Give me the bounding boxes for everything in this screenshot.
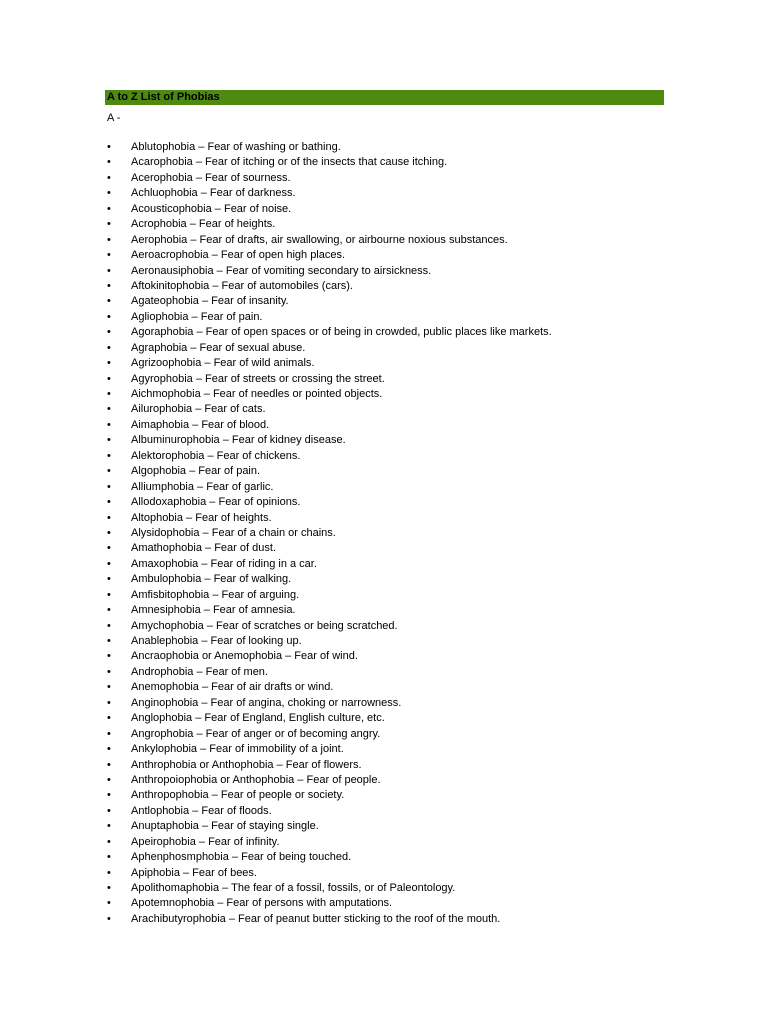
- phobia-entry: [131, 804, 272, 819]
- page-title: A to Z List of Phobias: [105, 90, 664, 105]
- phobia-meaning: Fear of drafts, air swallowing, or airbourne noxious substances.: [199, 233, 508, 246]
- phobia-meaning: Fear of streets or crossing the street.: [205, 372, 385, 385]
- phobia-name: Alliumphobia: [131, 480, 194, 493]
- phobia-meaning: Fear of flowers.: [285, 758, 362, 771]
- phobia-entry: [131, 372, 385, 387]
- phobia-meaning: Fear of garlic.: [206, 480, 274, 493]
- phobia-separator: –: [203, 619, 217, 632]
- phobia-separator: –: [189, 418, 202, 431]
- phobia-meaning: Fear of infinity.: [208, 835, 280, 848]
- phobia-entry: [131, 356, 314, 371]
- phobia-name: Ankylophobia: [131, 743, 198, 756]
- phobia-separator: –: [192, 156, 206, 169]
- phobia-meaning: The fear of a fossil, fossils, or of Paleontology.: [231, 882, 456, 894]
- phobia-meaning: Fear of people.: [306, 773, 381, 786]
- phobia-entry: [131, 680, 333, 695]
- phobia-entry: [131, 418, 269, 433]
- phobia-meaning: Fear of persons with amputations.: [226, 897, 393, 910]
- phobia-name: Altophobia: [131, 511, 183, 524]
- phobia-separator: –: [206, 496, 219, 509]
- phobia-entry: [131, 248, 345, 263]
- bullet-icon: •: [107, 619, 111, 632]
- phobia-separator: –: [192, 712, 205, 725]
- phobia-separator: –: [189, 804, 202, 817]
- bullet-icon: •: [107, 635, 111, 647]
- bullet-icon: •: [107, 341, 111, 354]
- phobia-meaning: Fear of looking up.: [210, 635, 302, 647]
- bullet-icon: •: [107, 310, 111, 323]
- phobia-separator: –: [193, 665, 206, 678]
- phobia-meaning: Fear of scratches or being scratched.: [216, 619, 398, 632]
- bullet-icon: •: [107, 604, 111, 617]
- phobia-name: Anthropoiophobia or Anthophobia: [131, 773, 295, 786]
- bullet-icon: •: [107, 542, 111, 555]
- phobia-separator: –: [198, 295, 212, 308]
- phobia-meaning: Fear of pain.: [200, 310, 263, 323]
- phobia-entry: [131, 264, 431, 279]
- phobia-separator: –: [188, 310, 201, 323]
- phobia-entry: [131, 526, 336, 541]
- phobia-entry: [131, 866, 257, 881]
- phobia-entry: [131, 140, 341, 155]
- phobia-name: Acerophobia: [131, 171, 193, 184]
- phobia-name: Acousticophobia: [131, 202, 212, 215]
- bullet-icon: •: [107, 434, 111, 447]
- phobia-entry: [131, 495, 300, 510]
- phobia-meaning: Fear of amnesia.: [212, 604, 296, 617]
- phobia-meaning: Fear of pain.: [198, 465, 261, 478]
- phobia-separator: –: [197, 743, 210, 756]
- phobia-meaning: Fear of darkness.: [209, 187, 296, 200]
- phobia-meaning: Fear of staying single.: [211, 820, 319, 833]
- phobia-separator: –: [192, 403, 205, 416]
- phobia-name: Amaxophobia: [131, 557, 199, 570]
- phobia-meaning: Fear of open high places.: [220, 249, 346, 262]
- phobia-separator: –: [273, 758, 286, 771]
- phobia-name: Apotemnophobia: [131, 897, 215, 910]
- phobia-separator: –: [219, 882, 232, 894]
- phobia-name: Ambulophobia: [131, 573, 202, 586]
- phobia-name: Agyrophobia: [131, 372, 193, 385]
- phobia-name: Acrophobia: [131, 218, 187, 231]
- phobia-meaning: Fear of riding in a car.: [210, 557, 317, 570]
- phobia-meaning: Fear of angina, choking or narrowness.: [210, 696, 402, 709]
- bullet-icon: •: [107, 588, 111, 601]
- phobia-entry: [131, 155, 447, 170]
- phobia-entry: [131, 433, 346, 448]
- phobia-separator: –: [198, 635, 211, 647]
- phobia-name: Agateophobia: [131, 295, 199, 308]
- phobia-entry: [131, 541, 276, 556]
- phobia-meaning: Fear of insanity.: [211, 295, 289, 308]
- phobia-meaning: Fear of being touched.: [241, 851, 352, 864]
- phobia-name: Aeroacrophobia: [131, 249, 209, 262]
- bullet-icon: •: [107, 156, 111, 169]
- phobia-name: Anthrophobia or Anthophobia: [131, 758, 274, 771]
- phobia-meaning: Fear of peanut butter sticking to the roof of the mouth.: [238, 912, 501, 925]
- phobia-entry: [131, 387, 382, 402]
- phobia-meaning: Fear of automobiles (cars).: [221, 279, 353, 292]
- phobia-entry: [131, 619, 398, 634]
- bullet-icon: •: [107, 526, 111, 539]
- phobia-meaning: Fear of noise.: [223, 202, 292, 215]
- phobia-entry: [131, 464, 260, 479]
- phobia-entry: [131, 896, 392, 911]
- phobia-entry: [131, 325, 552, 340]
- phobia-separator: –: [225, 912, 239, 925]
- phobia-entry: [131, 588, 299, 603]
- phobia-name: Anuptaphobia: [131, 820, 199, 833]
- bullet-icon: •: [107, 249, 111, 262]
- bullet-icon: •: [107, 187, 111, 200]
- phobia-name: Aichmophobia: [131, 388, 201, 400]
- phobia-name: Amathophobia: [131, 542, 202, 555]
- bullet-icon: •: [107, 279, 111, 292]
- phobia-entry: [131, 572, 291, 587]
- bullet-icon: •: [107, 851, 111, 864]
- phobia-separator: –: [213, 264, 226, 277]
- phobia-entry: [131, 773, 381, 788]
- phobia-meaning: Fear of anger or of becoming angry.: [205, 727, 381, 740]
- phobia-separator: –: [195, 141, 208, 153]
- phobia-separator: –: [198, 820, 212, 833]
- phobia-entry: [131, 649, 358, 664]
- phobia-separator: –: [204, 449, 217, 462]
- bullet-icon: •: [107, 511, 111, 524]
- bullet-icon: •: [107, 681, 111, 694]
- phobia-entry: [131, 665, 268, 680]
- bullet-icon: •: [107, 264, 111, 277]
- phobia-name: Anglophobia: [131, 712, 193, 725]
- phobia-meaning: Fear of sourness.: [205, 171, 291, 184]
- phobia-separator: –: [282, 650, 295, 663]
- bullet-icon: •: [107, 449, 111, 462]
- bullet-icon: •: [107, 789, 111, 802]
- bullet-icon: •: [107, 743, 111, 756]
- phobia-name: Anablephobia: [131, 635, 199, 647]
- phobia-separator: –: [193, 480, 207, 493]
- bullet-icon: •: [107, 372, 111, 385]
- phobia-entry: [131, 819, 319, 834]
- phobia-name: Antlophobia: [131, 804, 190, 817]
- bullet-icon: •: [107, 835, 111, 848]
- bullet-icon: •: [107, 573, 111, 586]
- phobia-name: Apiphobia: [131, 866, 180, 879]
- phobia-separator: –: [186, 218, 199, 231]
- phobia-meaning: Fear of men.: [205, 665, 268, 678]
- bullet-icon: •: [107, 897, 111, 910]
- phobia-meaning: Fear of opinions.: [218, 496, 301, 509]
- phobia-name: Apeirophobia: [131, 835, 196, 848]
- bullet-icon: •: [107, 465, 111, 478]
- phobia-name: Algophobia: [131, 465, 187, 478]
- phobia-name: Ablutophobia: [131, 141, 196, 153]
- phobia-separator: –: [219, 434, 232, 447]
- bullet-icon: •: [107, 233, 111, 246]
- phobia-meaning: Fear of washing or bathing.: [207, 141, 341, 153]
- section-letter-heading: A -: [107, 112, 121, 124]
- phobia-separator: –: [201, 573, 214, 586]
- phobia-name: Aerophobia: [131, 233, 188, 246]
- phobia-meaning: Fear of sexual abuse.: [199, 341, 306, 354]
- bullet-icon: •: [107, 295, 111, 308]
- phobia-separator: –: [187, 233, 200, 246]
- phobia-name: Angrophobia: [131, 727, 194, 740]
- bullet-icon: •: [107, 357, 111, 370]
- bullet-icon: •: [107, 758, 111, 771]
- phobia-meaning: Fear of itching or of the insects that cause itching.: [205, 156, 448, 169]
- bullet-icon: •: [107, 665, 111, 678]
- phobia-separator: –: [179, 866, 193, 879]
- bullet-icon: •: [107, 696, 111, 709]
- bullet-icon: •: [107, 912, 111, 925]
- phobia-name: Alysidophobia: [131, 526, 200, 539]
- phobia-entry: [131, 294, 289, 309]
- phobia-name: Arachibutyrophobia: [131, 912, 226, 925]
- phobia-name: Allodoxaphobia: [131, 496, 207, 509]
- phobia-name: Agrizoophobia: [131, 357, 202, 370]
- phobia-separator: –: [201, 357, 214, 370]
- phobia-entry: [131, 711, 385, 726]
- phobia-meaning: Fear of blood.: [201, 418, 270, 431]
- phobia-separator: –: [198, 681, 212, 694]
- phobia-separator: –: [187, 341, 200, 354]
- phobia-separator: –: [198, 557, 211, 570]
- phobia-name: Amfisbitophobia: [131, 588, 210, 601]
- phobia-meaning: Fear of heights.: [198, 218, 276, 231]
- phobia-name: Albuminurophobia: [131, 434, 220, 447]
- phobia-entry: [131, 480, 273, 495]
- phobia-meaning: Fear of people or society.: [220, 789, 345, 802]
- phobia-entry: [131, 186, 296, 201]
- bullet-icon: •: [107, 141, 111, 153]
- phobia-name: Apolithomaphobia: [131, 882, 220, 894]
- phobia-separator: –: [193, 326, 206, 339]
- phobia-meaning: Fear of dust.: [214, 542, 276, 555]
- phobia-entry: [131, 511, 272, 526]
- phobia-entry: [131, 727, 380, 742]
- phobia-name: Ailurophobia: [131, 403, 193, 416]
- phobia-entry: [131, 341, 305, 356]
- phobia-entry: [131, 634, 302, 649]
- phobia-name: Agliophobia: [131, 310, 189, 323]
- phobia-name: Acarophobia: [131, 156, 193, 169]
- phobia-entry: [131, 758, 362, 773]
- phobia-separator: –: [192, 171, 206, 184]
- phobia-name: Ancraophobia or Anemophobia: [131, 650, 283, 663]
- phobia-name: Anemophobia: [131, 681, 199, 694]
- phobia-name: Aftokinitophobia: [131, 279, 210, 292]
- phobia-separator: –: [192, 372, 206, 385]
- phobia-separator: –: [186, 465, 199, 478]
- bullet-icon: •: [107, 326, 111, 339]
- phobia-entry: [131, 881, 455, 896]
- phobia-separator: –: [197, 187, 210, 200]
- bullet-icon: •: [107, 218, 111, 231]
- phobia-meaning: Fear of needles or pointed objects.: [212, 388, 383, 400]
- phobia-separator: –: [195, 835, 209, 848]
- phobia-meaning: Fear of heights.: [195, 511, 272, 524]
- phobia-entry: [131, 217, 275, 232]
- bullet-icon: •: [107, 388, 111, 400]
- phobia-meaning: Fear of England, English culture, etc.: [204, 712, 385, 725]
- bullet-icon: •: [107, 650, 111, 663]
- phobia-separator: –: [228, 851, 242, 864]
- phobia-separator: –: [201, 542, 215, 555]
- phobia-entry: [131, 171, 291, 186]
- bullet-icon: •: [107, 480, 111, 493]
- phobia-separator: –: [200, 388, 213, 400]
- phobia-separator: –: [208, 249, 221, 262]
- bullet-icon: •: [107, 866, 111, 879]
- phobia-entry: [131, 557, 317, 572]
- phobia-meaning: Fear of vomiting secondary to airsickness.: [225, 264, 432, 277]
- bullet-icon: •: [107, 171, 111, 184]
- phobia-entry: [131, 279, 353, 294]
- bullet-icon: •: [107, 202, 111, 215]
- phobia-entry: [131, 835, 279, 850]
- phobia-entry: [131, 202, 291, 217]
- bullet-icon: •: [107, 403, 111, 416]
- phobia-separator: –: [209, 279, 222, 292]
- phobia-name: Alektorophobia: [131, 449, 205, 462]
- phobia-entry: [131, 912, 500, 927]
- phobia-meaning: Fear of arguing.: [221, 588, 300, 601]
- bullet-icon: •: [107, 496, 111, 509]
- bullet-icon: •: [107, 418, 111, 431]
- phobia-name: Aphenphosmphobia: [131, 851, 229, 864]
- phobia-meaning: Fear of kidney disease.: [231, 434, 346, 447]
- phobia-separator: –: [294, 773, 307, 786]
- bullet-icon: •: [107, 820, 111, 833]
- phobia-meaning: Fear of open spaces or of being in crowded, public places like markets.: [205, 326, 552, 339]
- phobia-meaning: Fear of floods.: [201, 804, 272, 817]
- phobia-name: Anthropophobia: [131, 789, 209, 802]
- bullet-icon: •: [107, 712, 111, 725]
- phobia-separator: –: [198, 696, 211, 709]
- phobia-meaning: Fear of bees.: [192, 866, 257, 879]
- bullet-icon: •: [107, 804, 111, 817]
- phobia-name: Achluophobia: [131, 187, 198, 200]
- phobia-entry: [131, 696, 401, 711]
- phobia-entry: [131, 402, 266, 417]
- phobia-separator: –: [214, 897, 227, 910]
- phobia-meaning: Fear of cats.: [204, 403, 266, 416]
- phobia-meaning: Fear of a chain or chains.: [211, 526, 336, 539]
- phobia-entry: [131, 788, 344, 803]
- phobia-separator: –: [209, 588, 222, 601]
- phobia-separator: –: [208, 789, 221, 802]
- phobia-name: Aeronausiphobia: [131, 264, 214, 277]
- phobia-name: Anginophobia: [131, 696, 199, 709]
- phobia-entry: [131, 310, 263, 325]
- bullet-icon: •: [107, 773, 111, 786]
- phobia-entry: [131, 603, 296, 618]
- phobia-name: Aimaphobia: [131, 418, 190, 431]
- phobia-entry: [131, 742, 344, 757]
- phobia-meaning: Fear of walking.: [213, 573, 292, 586]
- phobia-meaning: Fear of immobility of a joint.: [209, 743, 344, 756]
- phobia-name: Amychophobia: [131, 619, 204, 632]
- phobia-separator: –: [199, 526, 212, 539]
- phobia-meaning: Fear of wind.: [294, 650, 358, 663]
- phobia-separator: –: [200, 604, 213, 617]
- phobia-separator: –: [211, 202, 224, 215]
- phobia-entry: [131, 850, 351, 865]
- bullet-icon: •: [107, 557, 111, 570]
- phobia-name: Agraphobia: [131, 341, 188, 354]
- phobia-name: Amnesiphobia: [131, 604, 201, 617]
- phobia-separator: –: [193, 727, 206, 740]
- phobia-meaning: Fear of wild animals.: [213, 357, 315, 370]
- bullet-icon: •: [107, 882, 111, 894]
- phobia-meaning: Fear of chickens.: [216, 449, 301, 462]
- phobia-meaning: Fear of air drafts or wind.: [211, 681, 334, 694]
- phobia-name: Agoraphobia: [131, 326, 194, 339]
- phobia-entry: [131, 233, 508, 248]
- phobia-name: Androphobia: [131, 665, 194, 678]
- bullet-icon: •: [107, 727, 111, 740]
- phobia-entry: [131, 449, 300, 464]
- phobia-separator: –: [183, 511, 196, 524]
